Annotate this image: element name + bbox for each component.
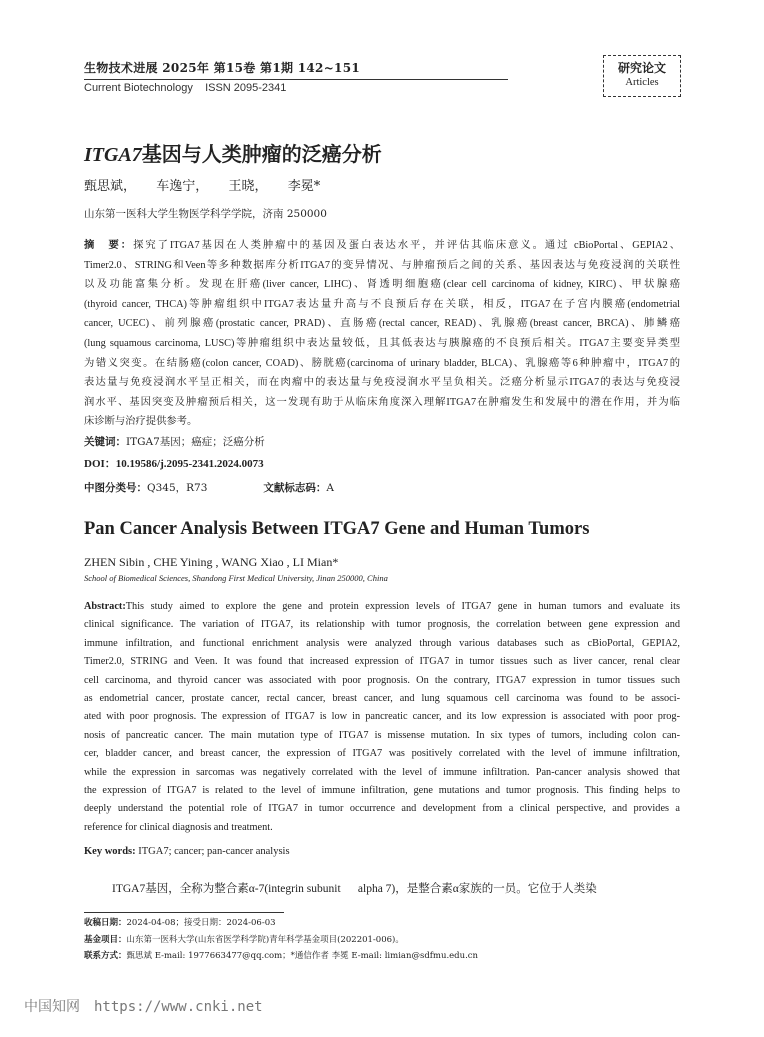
- classification: [84, 481, 334, 495]
- abstract-line: [84, 653, 680, 671]
- doc-code-value: A: [326, 482, 335, 494]
- keywords-en-text: ITGA7; cancer; pan-cancer analysis: [138, 846, 290, 857]
- fn-text: 2024-04-08；接受日期：2024-06-03: [126, 918, 276, 928]
- badge-cn: 研究论文: [617, 61, 666, 75]
- watermark-url[interactable]: https://www.cnki.net: [94, 999, 263, 1015]
- abstract-line-text: 表达量与免疫浸润水平呈正相关，而在肉瘤中的表达量与免疫浸润水平呈负相关。泛癌分析显示ITGA7的表达与免疫浸: [84, 377, 680, 389]
- fn-label: 收稿日期：: [84, 918, 127, 928]
- affiliation-en: School of Biomedical Sciences, Shandong First Medical University, Jinan 250000, China: [84, 573, 388, 583]
- fn-text: 甄思斌 E-mail: 1977663477@qq.com；*通信作者 李冕 E-mail: limian@sdfmu.edu.cn: [126, 951, 479, 961]
- abstract-line-text: reference for clinical diagnosis and treatment.: [84, 821, 273, 833]
- clc-label: 中图分类号：: [84, 482, 147, 494]
- cnki-watermark: [24, 998, 263, 1016]
- abstract-line-text: Timer2.0, STRING and Veen. It was found that increased expression of ITGA7 in tumor tissues such as liver cancer, renal clear: [84, 656, 680, 668]
- abstract-line-text: Timer2.0、STRING和Veen等多种数据库分析ITGA7的变异情况、与肿瘤预后之间的关系、基因表达与免疫浸润的关联性: [84, 259, 680, 271]
- abstract-line: [84, 598, 680, 616]
- abstract-line: [84, 672, 680, 690]
- keywords-en: [84, 845, 290, 859]
- abstract-line-text: 床诊断与治疗提供参考。: [84, 416, 198, 428]
- abstract-line-text: cancer, UCEC)、前列腺癌(prostatic cancer, PRAD)、直肠癌(rectal cancer, READ)、乳腺癌(breast cancer, BRCA)、肺鳞癌: [84, 318, 680, 330]
- keywords-label: 关键词：: [84, 436, 126, 448]
- abstract-line: [84, 690, 680, 708]
- abstract-cn: [84, 236, 680, 432]
- title-en: Pan Cancer Analysis Between ITGA7 Gene and Human Tumors: [84, 519, 590, 539]
- abstract-label: 摘 要：: [84, 240, 134, 251]
- abstract-line: [84, 314, 680, 334]
- abstract-line: [84, 800, 680, 818]
- badge-en: Articles: [625, 77, 659, 88]
- body-text: ITGA7基因，全称为整合素α-7(integrin subunit alpha 7)，是整合素α家族的一员。它位于人类染: [112, 883, 597, 895]
- affiliation-cn: 山东第一医科大学生物医学科学学院，济南 250000: [84, 208, 327, 220]
- abstract-line-text: the expression of ITGA7 is related to the level of immune infiltration, gene mutations and tumor prognosis. This finding helps to: [84, 784, 680, 796]
- abstract-line: [84, 745, 680, 763]
- doc-code-label: 文献标志码：: [263, 482, 327, 494]
- title-rest: 基因与人类肿瘤的泛癌分析: [141, 142, 382, 166]
- abstract-line-text: nosis of pancreatic cancer. The main mutation type of ITGA7 is missense mutation. In six types of tumors, including colon can-: [84, 729, 680, 741]
- abstract-line-text: (lung squamous carcinoma, LUSC)等肿瘤组织中表达量较低，且其低表达与胰腺癌的不良预后相关。ITGA7主要变异类型: [84, 337, 680, 349]
- abstract-en: [84, 598, 680, 837]
- abstract-line: [84, 727, 680, 745]
- keywords-text: ITGA7基因；癌症；泛癌分析: [126, 436, 265, 448]
- abstract-line: [84, 764, 680, 782]
- abstract-line: [84, 236, 680, 256]
- abstract-line-text: deeply understand the potential role of ITGA7 in tumor occurrence and development from a clinical perspective, and provides a: [84, 803, 680, 815]
- journal-header: 生物技术进展 2025年 第15卷 第1期 142~151: [84, 61, 361, 75]
- abstract-line: [84, 354, 680, 374]
- abstract-line-text: 以及功能富集分析。发现在肝癌(liver cancer, LIHC)、肾透明细胞癌(clear cell carcinoma of kidney, KIRC)、甲状腺癌: [84, 279, 680, 291]
- abstract-line: [84, 635, 680, 653]
- watermark-cn: 中国知网: [24, 999, 80, 1015]
- fn-label: 联系方式：: [84, 951, 127, 961]
- keywords-cn: [84, 435, 265, 449]
- abstract-line: [84, 412, 680, 432]
- doi: DOI：10.19586/j.2095-2341.2024.0073: [84, 458, 264, 470]
- abstract-line: [84, 256, 680, 276]
- authors-en: ZHEN Sibin , CHE Yining , WANG Xiao , LI Mian*: [84, 555, 339, 569]
- abstract-line-text: cer, bladder cancer, and breast cancer, the expression of ITGA7 was positively correlated with the level of immune infiltration,: [84, 748, 680, 760]
- abstract-line-text: immune infiltration, and functional enrichment analysis were analyzed through various databases such as cBioPortal, GEPIA2,: [84, 637, 680, 649]
- abstract-line-text: 探究了ITGA7基因在人类肿瘤中的基因及蛋白表达水平，并评估其临床意义。通过 cBioPortal、GEPIA2、: [133, 240, 681, 251]
- title-cn: [84, 141, 382, 168]
- abstract-line-text: ated with poor prognosis. The expression of ITGA7 is low in pancreatic cancer, and its low expression is associated with poor prog-: [84, 711, 680, 723]
- abstract-line-text: as endometrial cancer, prostate cancer, rectal cancer, breast cancer, and lung squamous cell carcinoma was found to be associ-: [84, 692, 680, 704]
- abstract-line: [84, 295, 680, 315]
- abstract-line-text: 润水平、基因突变及肿瘤预后相关，这一发现有助于从临床角度深入理解ITGA7在肿瘤发生和发展中的潜在作用，并为临: [84, 396, 680, 408]
- abstract-line-text: while the expression in sarcomas was negatively correlated with the level of immune infiltration. Pan-cancer analysis showed that: [84, 766, 680, 778]
- header-rule: [84, 79, 508, 80]
- authors-cn: 甄思斌， 车逸宁， 王晓， 李冕*: [84, 179, 321, 194]
- keywords-en-label: Key words:: [84, 846, 136, 857]
- abstract-line: [84, 708, 680, 726]
- clc-value: Q345，R73: [147, 482, 208, 494]
- abstract-line: [84, 819, 680, 837]
- footnote-rule: [84, 912, 284, 913]
- abstract-line: [84, 373, 680, 393]
- abstract-line-text: (thyroid cancer, THCA)等肿瘤组织中ITGA7表达量升高与不良预后存在关联，相反，ITGA7在子宫内膜癌(endometrial: [84, 298, 680, 310]
- abstract-line-text: This study aimed to explore the gene and protein expression levels of ITGA7 gene in human tumors and evaluate its: [125, 601, 680, 612]
- footnotes: [84, 915, 478, 965]
- abstract-line: [84, 393, 680, 413]
- abstract-line: [84, 616, 680, 634]
- footnote-dates: [84, 915, 478, 932]
- abstract-label: Abstract:: [84, 601, 126, 612]
- abstract-line: [84, 275, 680, 295]
- abstract-line: [84, 334, 680, 354]
- journal-issn: Current Biotechnology ISSN 2095-2341: [84, 82, 287, 94]
- footnote-fund: [84, 932, 478, 949]
- abstract-line-text: clinical significance. The variation of ITGA7, its relationship with tumor prognosis, the correlation between gene expression and: [84, 619, 680, 631]
- footnote-contact: [84, 948, 478, 965]
- fn-text: 山东第一医科大学(山东省医学科学院)青年科学基金项目(202201-006)。: [126, 934, 404, 945]
- abstract-line-text: 为错义突变。在结肠癌(colon cancer, COAD)、膀胱癌(carcinoma of urinary bladder, BLCA)、乳腺癌等6种肿瘤中，ITGA7的: [84, 357, 680, 369]
- fn-label: 基金项目：: [84, 934, 127, 945]
- title-gene: ITGA7: [84, 144, 142, 166]
- article-type-badge: [603, 55, 681, 97]
- abstract-line-text: cell carcinoma, and thyroid cancer was associated with poor prognosis. On the contrary, ITGA7 expression in tumor tissues such: [84, 674, 680, 686]
- abstract-line: [84, 782, 680, 800]
